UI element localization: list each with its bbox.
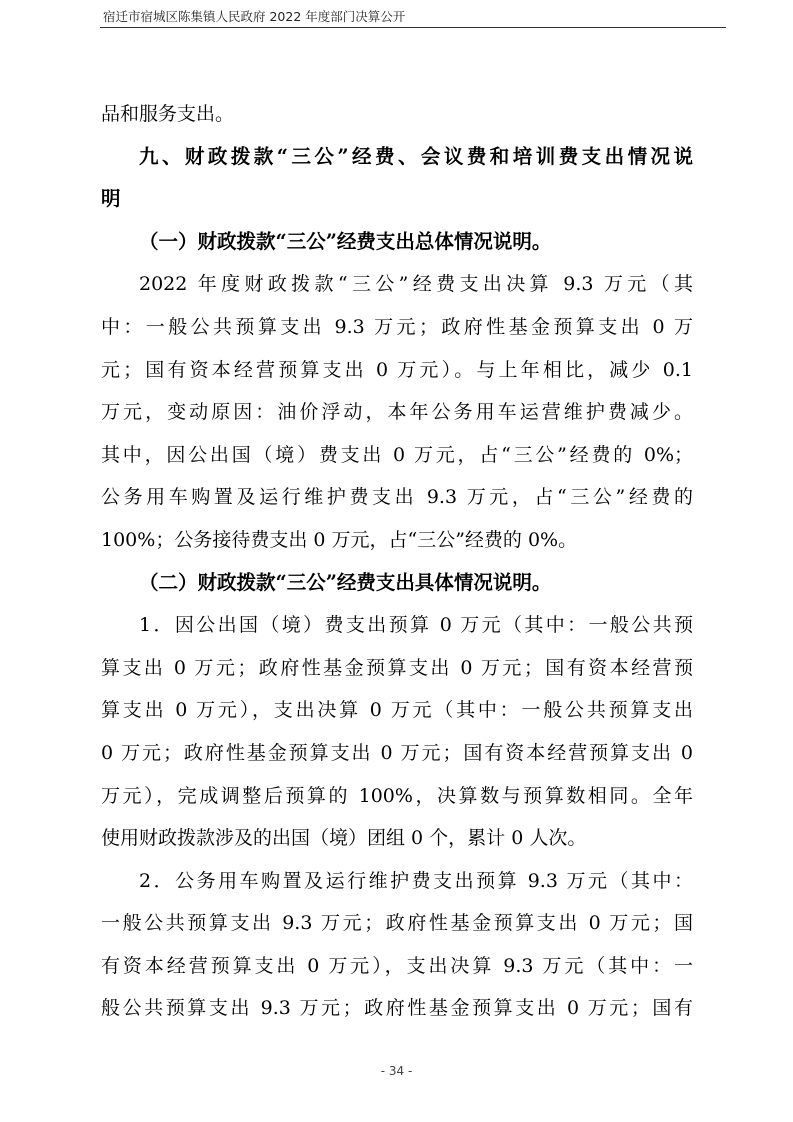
body-line: 其中，因公出国（境）费支出 0 万元，占“三公”经费的 0%； xyxy=(101,443,693,466)
body-line: 一般公共预算支出 9.3 万元；政府性基金预算支出 0 万元；国 xyxy=(101,912,693,935)
body-line: 万元，变动原因：油价浮动，本年公务用车运营维护费减少。 xyxy=(101,401,693,424)
subsection-heading: （一）财政拨款“三公”经费支出总体情况说明。 xyxy=(139,229,552,253)
body-line: 100%；公务接待费支出 0 万元，占“三公”经费的 0%。 xyxy=(101,528,578,551)
body-line: 般公共预算支出 9.3 万元；政府性基金预算支出 0 万元；国有 xyxy=(101,997,693,1020)
body-line: 算支出 0 万元；政府性基金预算支出 0 万元；国有资本经营预 xyxy=(101,656,693,679)
document-body xyxy=(101,93,693,1030)
body-line: 万元），完成调整后预算的 100%，决算数与预算数相同。全年 xyxy=(101,784,693,807)
body-line: 使用财政拨款涉及的出国（境）团组 0 个，累计 0 人次。 xyxy=(101,827,587,850)
body-line: 1．因公出国（境）费支出预算 0 万元（其中：一般公共预 xyxy=(139,614,693,637)
subsection-heading: （二）财政拨款“三公”经费支出具体情况说明。 xyxy=(139,570,552,594)
body-line: 品和服务支出。 xyxy=(101,103,235,125)
section-heading: 九、财政拨款“三公”经费、会议费和培训费支出情况说 xyxy=(139,144,693,168)
body-line: 2022 年度财政拨款“三公”经费支出决算 9.3 万元（其 xyxy=(139,273,693,296)
body-line: 算支出 0 万元），支出决算 0 万元（其中：一般公共预算支出 xyxy=(101,699,693,722)
page-number: - 34 - xyxy=(380,1064,413,1078)
body-line: 元；国有资本经营预算支出 0 万元）。与上年相比，减少 0.1 xyxy=(101,358,693,381)
section-heading-continued: 明 xyxy=(101,187,121,211)
body-line: 0 万元；政府性基金预算支出 0 万元；国有资本经营预算支出 0 xyxy=(101,741,693,764)
body-line: 2．公务用车购置及运行维护费支出预算 9.3 万元（其中： xyxy=(139,869,693,892)
body-line: 公务用车购置及运行维护费支出 9.3 万元，占“三公”经费的 xyxy=(101,486,693,509)
document-header: 宿迁市宿城区陈集镇人民政府 2022 年度部门决算公开 xyxy=(103,9,406,24)
body-line: 中：一般公共预算支出 9.3 万元；政府性基金预算支出 0 万 xyxy=(101,315,693,338)
header-divider xyxy=(100,27,726,28)
body-line: 有资本经营预算支出 0 万元），支出决算 9.3 万元（其中：一 xyxy=(101,954,693,977)
